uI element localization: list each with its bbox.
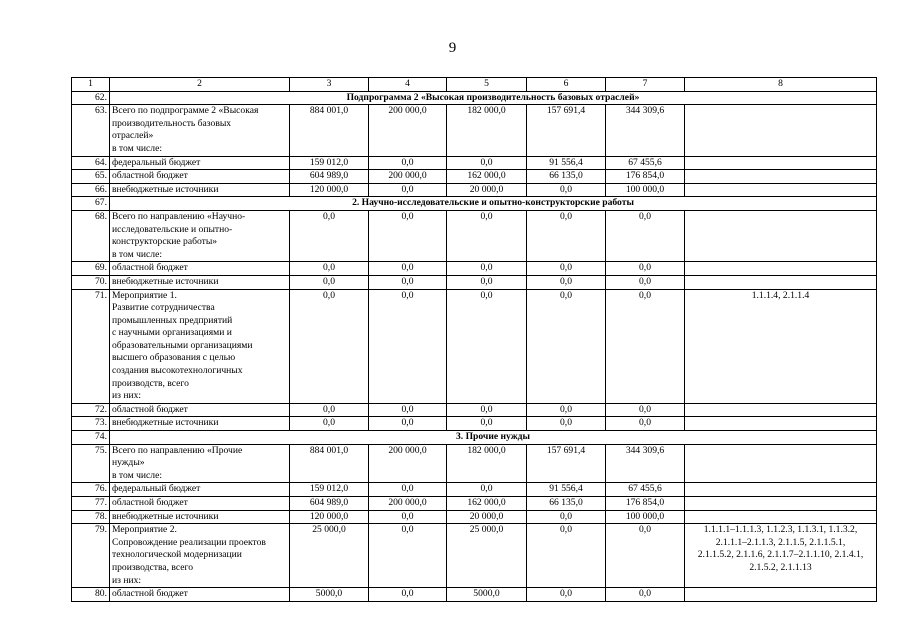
indicator-refs-cell bbox=[685, 105, 877, 156]
value-cell-col-6: 157 691,4 bbox=[527, 105, 606, 156]
indicator-ref-line: 1.1.1.4, 2.1.1.4 bbox=[751, 289, 810, 301]
row-label bbox=[110, 510, 290, 524]
section-row bbox=[72, 197, 877, 211]
value-cell-col-5: 20 000,0 bbox=[447, 510, 527, 524]
value-cell-col-3: 0,0 bbox=[290, 210, 369, 261]
column-number-header: 5 bbox=[447, 78, 527, 92]
indicator-refs-cell bbox=[685, 417, 877, 431]
indicator-refs-cell bbox=[685, 403, 877, 417]
value-cell-col-6: 157 691,4 bbox=[527, 444, 606, 483]
value-cell-col-7: 0,0 bbox=[606, 403, 685, 417]
row-label-line: из них: bbox=[112, 574, 142, 586]
row-label bbox=[110, 105, 290, 156]
value-cell-col-5: 0,0 bbox=[447, 417, 527, 431]
row-number: 72. bbox=[72, 403, 110, 417]
value-cell-col-5: 162 000,0 bbox=[447, 170, 527, 184]
value-cell-col-7: 0,0 bbox=[606, 210, 685, 261]
indicator-ref-line: 2.1.1.1–2.1.1.3, 2.1.1.5, 2.1.1.5.1, bbox=[715, 536, 846, 548]
row-number: 78. bbox=[72, 510, 110, 524]
value-cell-col-7: 0,0 bbox=[606, 275, 685, 289]
value-cell-col-5: 0,0 bbox=[447, 289, 527, 403]
row-label-line: высшего образования с целью bbox=[112, 352, 236, 364]
row-label bbox=[110, 483, 290, 497]
row-label-line: федеральный бюджет bbox=[112, 156, 201, 168]
value-cell-col-7: 0,0 bbox=[606, 524, 685, 588]
value-cell-col-3: 25 000,0 bbox=[290, 524, 369, 588]
value-cell-col-4: 0,0 bbox=[369, 275, 447, 289]
row-label bbox=[110, 275, 290, 289]
indicator-ref-line: 2.1.5.2, 2.1.1.13 bbox=[749, 561, 812, 573]
row-label bbox=[110, 156, 290, 170]
row-number: 62. bbox=[72, 91, 110, 105]
indicator-refs-cell bbox=[685, 275, 877, 289]
column-number-header: 8 bbox=[685, 78, 877, 92]
table-row bbox=[72, 289, 877, 403]
value-cell-col-3: 5000,0 bbox=[290, 588, 369, 602]
value-cell-col-6: 0,0 bbox=[527, 524, 606, 588]
value-cell-col-7: 176 854,0 bbox=[606, 170, 685, 184]
value-cell-col-7: 67 455,6 bbox=[606, 483, 685, 497]
table-row bbox=[72, 210, 877, 261]
section-row bbox=[72, 91, 877, 105]
row-label-line: областной бюджет bbox=[112, 588, 188, 600]
value-cell-col-4: 0,0 bbox=[369, 417, 447, 431]
value-cell-col-4: 0,0 bbox=[369, 483, 447, 497]
column-number-header: 2 bbox=[110, 78, 290, 92]
row-label-line: с научными организациями и bbox=[112, 327, 232, 339]
column-number-header: 7 bbox=[606, 78, 685, 92]
row-label-line: производств, всего bbox=[112, 377, 189, 389]
value-cell-col-6: 0,0 bbox=[527, 588, 606, 602]
value-cell-col-6: 66 135,0 bbox=[527, 497, 606, 511]
row-label-line: Сопровождение реализации проектов bbox=[112, 536, 266, 548]
value-cell-col-4: 200 000,0 bbox=[369, 105, 447, 156]
value-cell-col-3: 0,0 bbox=[290, 403, 369, 417]
indicator-refs-cell bbox=[685, 289, 877, 403]
row-label-line: в том числе: bbox=[112, 142, 163, 154]
value-cell-col-4: 200 000,0 bbox=[369, 497, 447, 511]
row-label-line: в том числе: bbox=[112, 469, 163, 481]
table-header-row bbox=[72, 78, 877, 92]
value-cell-col-4: 0,0 bbox=[369, 588, 447, 602]
value-cell-col-7: 100 000,0 bbox=[606, 510, 685, 524]
row-label-line: из них: bbox=[112, 390, 142, 402]
row-label-line: отраслей» bbox=[112, 130, 154, 142]
row-label bbox=[110, 588, 290, 602]
row-number: 70. bbox=[72, 275, 110, 289]
row-label-line: создания высокотехнологичных bbox=[112, 365, 243, 377]
value-cell-col-5: 0,0 bbox=[447, 156, 527, 170]
section-title: 3. Прочие нужды bbox=[110, 431, 877, 445]
row-number: 65. bbox=[72, 170, 110, 184]
row-label-line: федеральный бюджет bbox=[112, 483, 201, 495]
row-label-line: внебюджетные источники bbox=[112, 183, 219, 195]
row-label-line: в том числе: bbox=[112, 248, 163, 260]
value-cell-col-5: 182 000,0 bbox=[447, 444, 527, 483]
value-cell-col-4: 0,0 bbox=[369, 510, 447, 524]
row-label bbox=[110, 497, 290, 511]
table-row bbox=[72, 183, 877, 197]
value-cell-col-7: 0,0 bbox=[606, 588, 685, 602]
value-cell-col-3: 604 989,0 bbox=[290, 170, 369, 184]
row-label-line: технологической модернизации bbox=[112, 549, 242, 561]
row-label bbox=[110, 444, 290, 483]
indicator-refs-cell bbox=[685, 210, 877, 261]
row-number: 79. bbox=[72, 524, 110, 588]
row-label bbox=[110, 183, 290, 197]
row-label bbox=[110, 417, 290, 431]
indicator-ref-line: 2.1.1.5.2, 2.1.1.6, 2.1.1.7–2.1.1.10, 2.1.4.1, bbox=[697, 549, 864, 561]
value-cell-col-6: 0,0 bbox=[527, 289, 606, 403]
row-number: 74. bbox=[72, 431, 110, 445]
row-label-line: промышленных предприятий bbox=[112, 314, 233, 326]
table-row bbox=[72, 403, 877, 417]
value-cell-col-7: 344 309,6 bbox=[606, 105, 685, 156]
row-label-line: Мероприятие 1. bbox=[112, 289, 177, 301]
indicator-refs-cell bbox=[685, 510, 877, 524]
column-number-header: 3 bbox=[290, 78, 369, 92]
value-cell-col-4: 200 000,0 bbox=[369, 444, 447, 483]
indicator-refs-cell bbox=[685, 444, 877, 483]
indicator-refs-cell bbox=[685, 497, 877, 511]
page-number: 9 bbox=[448, 40, 457, 56]
value-cell-col-5: 0,0 bbox=[447, 275, 527, 289]
row-number: 77. bbox=[72, 497, 110, 511]
section-row bbox=[72, 431, 877, 445]
value-cell-col-5: 0,0 bbox=[447, 210, 527, 261]
row-label bbox=[110, 289, 290, 403]
row-number: 66. bbox=[72, 183, 110, 197]
row-number: 73. bbox=[72, 417, 110, 431]
value-cell-col-4: 0,0 bbox=[369, 210, 447, 261]
row-label-line: производительность базовых bbox=[112, 117, 232, 129]
value-cell-col-5: 5000,0 bbox=[447, 588, 527, 602]
column-number-header: 6 bbox=[527, 78, 606, 92]
value-cell-col-5: 0,0 bbox=[447, 483, 527, 497]
value-cell-col-6: 0,0 bbox=[527, 183, 606, 197]
value-cell-col-3: 159 012,0 bbox=[290, 483, 369, 497]
table-row bbox=[72, 483, 877, 497]
value-cell-col-6: 0,0 bbox=[527, 210, 606, 261]
indicator-refs-cell bbox=[685, 170, 877, 184]
value-cell-col-7: 67 455,6 bbox=[606, 156, 685, 170]
row-number: 80. bbox=[72, 588, 110, 602]
value-cell-col-5: 0,0 bbox=[447, 262, 527, 276]
value-cell-col-4: 0,0 bbox=[369, 262, 447, 276]
value-cell-col-3: 159 012,0 bbox=[290, 156, 369, 170]
indicator-refs-cell bbox=[685, 588, 877, 602]
value-cell-col-7: 0,0 bbox=[606, 417, 685, 431]
row-number: 63. bbox=[72, 105, 110, 156]
table-row bbox=[72, 417, 877, 431]
row-label-line: областной бюджет bbox=[112, 403, 188, 415]
table-row bbox=[72, 510, 877, 524]
row-label-line: областной бюджет bbox=[112, 262, 188, 274]
value-cell-col-4: 0,0 bbox=[369, 289, 447, 403]
row-label bbox=[110, 210, 290, 261]
row-label-line: производства, всего bbox=[112, 561, 194, 573]
value-cell-col-7: 344 309,6 bbox=[606, 444, 685, 483]
value-cell-col-4: 0,0 bbox=[369, 403, 447, 417]
value-cell-col-3: 0,0 bbox=[290, 275, 369, 289]
value-cell-col-6: 0,0 bbox=[527, 417, 606, 431]
row-number: 75. bbox=[72, 444, 110, 483]
row-label-line: Всего по направлению «Научно- bbox=[112, 210, 246, 222]
value-cell-col-3: 120 000,0 bbox=[290, 183, 369, 197]
value-cell-col-3: 0,0 bbox=[290, 289, 369, 403]
column-number-header: 1 bbox=[72, 78, 110, 92]
value-cell-col-6: 0,0 bbox=[527, 403, 606, 417]
table-row bbox=[72, 444, 877, 483]
value-cell-col-6: 66 135,0 bbox=[527, 170, 606, 184]
table-row bbox=[72, 588, 877, 602]
value-cell-col-4: 0,0 bbox=[369, 156, 447, 170]
indicator-ref-line: 1.1.1.1–1.1.1.3, 1.1.2.3, 1.1.3.1, 1.1.3.2, bbox=[703, 524, 858, 536]
indicator-refs-cell bbox=[685, 183, 877, 197]
value-cell-col-5: 20 000,0 bbox=[447, 183, 527, 197]
row-label bbox=[110, 170, 290, 184]
indicator-refs-cell bbox=[685, 262, 877, 276]
value-cell-col-4: 0,0 bbox=[369, 183, 447, 197]
row-label-line: конструкторские работы» bbox=[112, 236, 218, 248]
budget-table bbox=[71, 77, 877, 602]
value-cell-col-7: 0,0 bbox=[606, 289, 685, 403]
row-label-line: образовательными организациями bbox=[112, 339, 253, 351]
value-cell-col-5: 0,0 bbox=[447, 403, 527, 417]
table-row bbox=[72, 105, 877, 156]
section-title: 2. Научно-исследовательские и опытно-конструкторские работы bbox=[110, 197, 877, 211]
value-cell-col-3: 884 001,0 bbox=[290, 105, 369, 156]
row-label-line: областной бюджет bbox=[112, 497, 188, 508]
value-cell-col-7: 176 854,0 bbox=[606, 497, 685, 511]
row-label-line: областной бюджет bbox=[112, 170, 188, 182]
value-cell-col-3: 0,0 bbox=[290, 417, 369, 431]
value-cell-col-6: 91 556,4 bbox=[527, 483, 606, 497]
row-label-line: внебюджетные источники bbox=[112, 275, 219, 287]
row-label-line: внебюджетные источники bbox=[112, 417, 219, 429]
table-row bbox=[72, 262, 877, 276]
value-cell-col-4: 0,0 bbox=[369, 524, 447, 588]
value-cell-col-7: 0,0 bbox=[606, 262, 685, 276]
row-label-line: внебюджетные источники bbox=[112, 510, 219, 522]
row-label bbox=[110, 524, 290, 588]
value-cell-col-3: 0,0 bbox=[290, 262, 369, 276]
table-row bbox=[72, 156, 877, 170]
row-label bbox=[110, 262, 290, 276]
table-row bbox=[72, 497, 877, 511]
indicator-refs-cell bbox=[685, 524, 877, 588]
row-number: 64. bbox=[72, 156, 110, 170]
value-cell-col-5: 182 000,0 bbox=[447, 105, 527, 156]
value-cell-col-5: 162 000,0 bbox=[447, 497, 527, 511]
value-cell-col-6: 0,0 bbox=[527, 275, 606, 289]
value-cell-col-3: 604 989,0 bbox=[290, 497, 369, 511]
row-label-line: Развитие сотрудничества bbox=[112, 302, 215, 314]
table-row bbox=[72, 524, 877, 588]
row-label-line: Всего по подпрограмме 2 «Высокая bbox=[112, 105, 259, 117]
value-cell-col-6: 0,0 bbox=[527, 262, 606, 276]
row-label bbox=[110, 403, 290, 417]
row-number: 69. bbox=[72, 262, 110, 276]
value-cell-col-3: 884 001,0 bbox=[290, 444, 369, 483]
row-number: 76. bbox=[72, 483, 110, 497]
table-row bbox=[72, 275, 877, 289]
section-title: Подпрограмма 2 «Высокая производительность базовых отраслей» bbox=[110, 91, 877, 105]
row-number: 67. bbox=[72, 197, 110, 211]
table-row bbox=[72, 170, 877, 184]
value-cell-col-6: 0,0 bbox=[527, 510, 606, 524]
row-label-line: нужды» bbox=[112, 457, 145, 469]
value-cell-col-7: 100 000,0 bbox=[606, 183, 685, 197]
indicator-refs-cell bbox=[685, 156, 877, 170]
value-cell-col-5: 25 000,0 bbox=[447, 524, 527, 588]
value-cell-col-4: 200 000,0 bbox=[369, 170, 447, 184]
row-number: 71. bbox=[72, 289, 110, 403]
column-number-header: 4 bbox=[369, 78, 447, 92]
row-label-line: исследовательские и опытно- bbox=[112, 223, 233, 235]
value-cell-col-6: 91 556,4 bbox=[527, 156, 606, 170]
value-cell-col-3: 120 000,0 bbox=[290, 510, 369, 524]
row-label-line: Мероприятие 2. bbox=[112, 524, 177, 536]
row-label-line: Всего по направлению «Прочие bbox=[112, 444, 243, 456]
row-number: 68. bbox=[72, 210, 110, 261]
indicator-refs-cell bbox=[685, 483, 877, 497]
